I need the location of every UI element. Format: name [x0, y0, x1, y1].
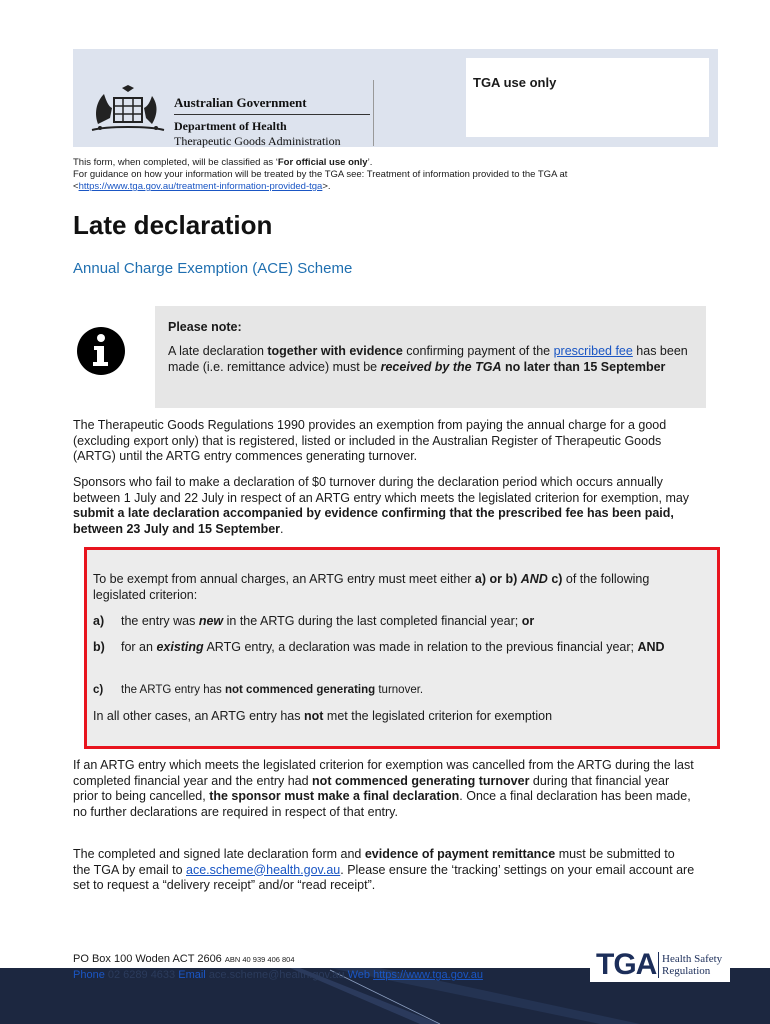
- header-divider: [373, 80, 374, 146]
- footer-address: PO Box 100 Woden ACT 2606 ABN 40 939 406 804: [73, 953, 295, 965]
- prescribed-fee-link[interactable]: prescribed fee: [553, 344, 633, 358]
- note-title: Please note:: [168, 320, 242, 334]
- info-icon: [76, 326, 126, 376]
- page-subtitle: Annual Charge Exemption (ACE) Scheme: [73, 260, 353, 277]
- cancelled-entry-paragraph: If an ARTG entry which meets the legislated criterion for exemption was cancelled from the ARTG during the last completed financial year and the entry had not commenced generating turnover during that financial year prior to being cancelled, the sponsor must make a final declaration. Once a final declaration has been made, no further declarations are required in respect of that entry.: [73, 758, 694, 819]
- criterion-b: b) for an existing ARTG entry, a declaration was made in relation to the previous financial year; AND: [93, 640, 665, 654]
- page-title: Late declaration: [73, 210, 273, 240]
- criterion-c: c) the ARTG entry has not commenced generating turnover.: [93, 684, 424, 696]
- ace-email-link[interactable]: ace.scheme@health.gov.au: [186, 862, 341, 877]
- coat-of-arms-icon: [88, 84, 168, 136]
- criterion-a: a) the entry was new in the ARTG during the last completed financial year; or: [93, 614, 535, 628]
- submission-paragraph: The completed and signed late declaration form and evidence of payment remittance must be submitted to the TGA by email to ace.scheme@health.gov.au. Please ensure the ‘tracking’ settings on your email account are set to request a “delivery receipt” and/or “read receipt”.: [73, 847, 695, 892]
- government-logo-text: [174, 95, 370, 148]
- treatment-info-link[interactable]: https://www.tga.gov.au/treatment-information-provided-tga: [78, 181, 323, 192]
- intro-paragraph: The Therapeutic Goods Regulations 1990 provides an exemption from paying the annual charge for a good (excluding export only) that is registered, listed or included in the Australian Register of Therapeutic Goods (ARTG) until the ARTG entry commences generating turnover.: [73, 418, 667, 463]
- gov-divider: [174, 114, 370, 115]
- note-text: A late declaration together with evidence confirming payment of the prescribed fee has been made (i.e. remittance advice) must be received by the TGA no later than 15 September: [168, 344, 688, 374]
- criteria-intro: To be exempt from annual charges, an ARTG entry must meet either a) or b) AND c) of the following legislated criterion:: [93, 572, 650, 602]
- tga-use-only-box[interactable]: [466, 58, 709, 137]
- tga-logo: TGA Health Safety Regulation: [590, 946, 730, 982]
- tga-use-only-label: TGA use only: [473, 75, 557, 90]
- footer-contact: Phone 02 6289 4633 Email ace.scheme@health.gov.au Web https://www.tga.gov.au: [73, 969, 483, 981]
- gov-name: Australian Government: [174, 95, 307, 110]
- agency-name: Therapeutic Goods Administration: [174, 134, 341, 148]
- criteria-conclusion: In all other cases, an ARTG entry has not met the legislated criterion for exemption: [93, 709, 553, 723]
- department-name: Department of Health: [174, 119, 287, 133]
- sponsors-paragraph: Sponsors who fail to make a declaration of $0 turnover during the declaration period which occurs annually between 1 July and 22 July in respect of an ARTG entry which meets the legislated criterion for exemption, may submit a late declaration accompanied by evidence confirming that the prescribed fee has been paid, between 23 July and 15 September.: [73, 475, 690, 536]
- tga-website-link[interactable]: https://www.tga.gov.au: [373, 969, 483, 981]
- classification-notice: This form, when completed, will be classified as ‘For official use only’. For guidance on how your information will be treated by the TGA see: Treatment of information provided to the TGA at <https://www.tga.gov.au/treatment-information-provided-tga>.: [73, 157, 568, 192]
